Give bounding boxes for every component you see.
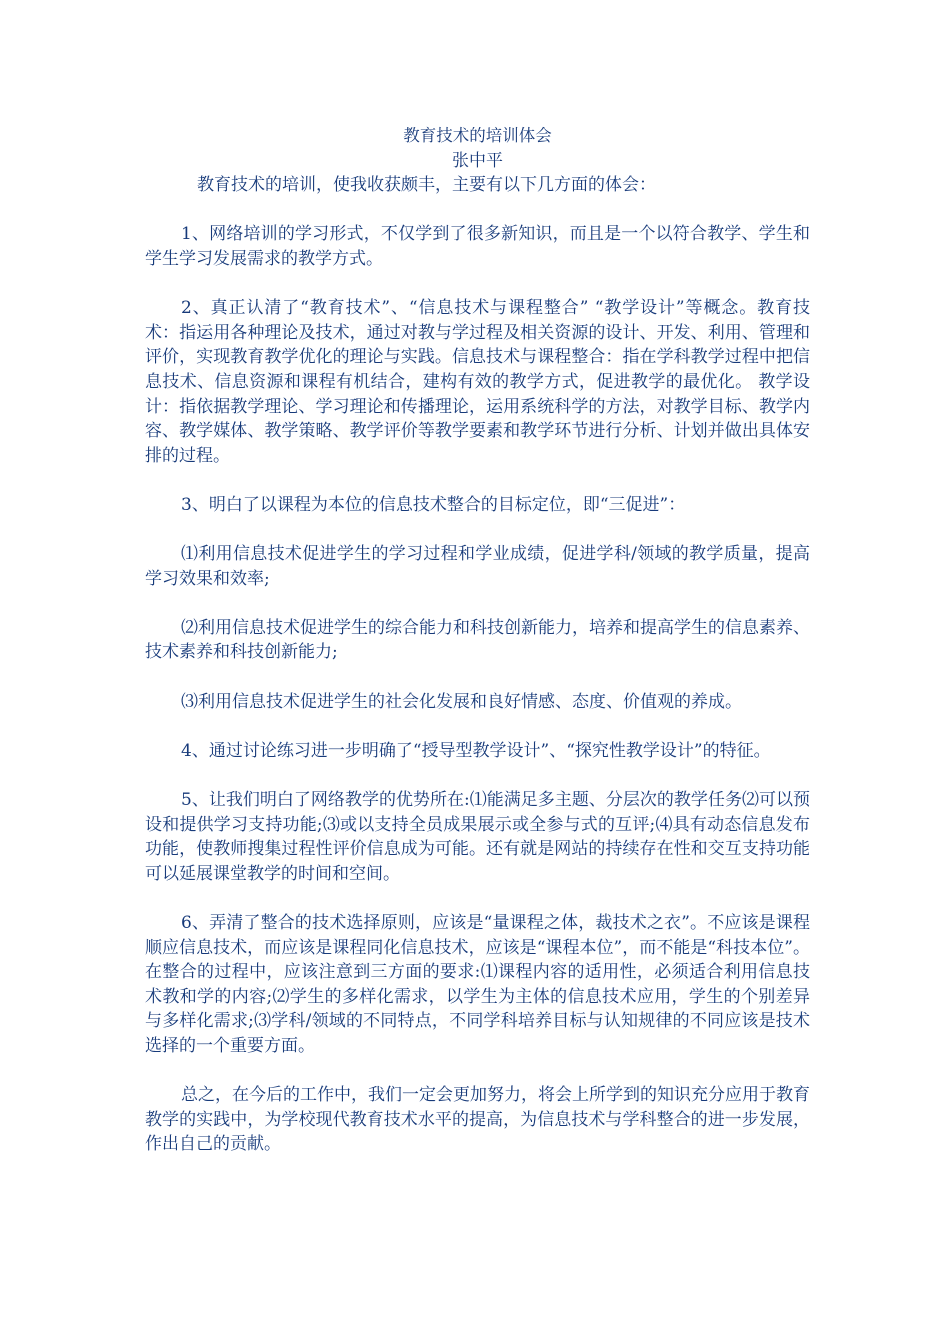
paragraph-3-item-3: ⑶利用信息技术促进学生的社会化发展和良好情感、态度、价值观的养成。 — [181, 691, 742, 712]
intro-paragraph: 教育技术的培训，使我收获颇丰，主要有以下几方面的体会： — [197, 175, 656, 196]
paragraph-5: 5、让我们明白了网络教学的优势所在:⑴能满足多主题、分层次的教学任务⑵可以预设和提供学习支持功能;⑶或以支持全员成果展示或全参与式的互评;⑷具有动态信息发布功能，使教师搜集过程性评价信息成为可能。还有就是网站的持续存在性和交互支持功能可以延展课堂教学的时间和空间。 — [145, 790, 810, 884]
paragraph-2: 2、真正认清了“教育技术”、“信息技术与课程整合” “教学设计”等概念。教育技术：指运用各种理论及技术，通过对教与学过程及相关资源的设计、开发、利用、管理和评价，实现教育教学优化的理论与实践。信息技术与课程整合：指在学科教学过程中把信息技术、信息资源和课程有机结合，建构有效的教学方式，促进教学的最优化。 教学设计：指依据教学理论、学习理论和传播理论，运用系统科学的方法，对教学目标、教学内容、教学媒体、教学策略、教学评价等教学要素和教学环节进行分析、计划并做出具体安排的过程。 — [145, 298, 810, 466]
document-body — [145, 124, 810, 1182]
conclusion-paragraph: 总之，在今后的工作中，我们一定会更加努力，将会上所学到的知识充分应用于教育教学的实践中，为学校现代教育技术水平的提高，为信息技术与学科整合的进一步发展，作出自己的贡献。 — [145, 1085, 810, 1155]
paragraph-6: 6、弄清了整合的技术选择原则，应该是“量课程之体，裁技术之衣”。不应该是课程顺应信息技术，而应该是课程同化信息技术，应该是“课程本位”，而不能是“科技本位”。在整合的过程中，应该注意到三方面的要求:⑴课程内容的适用性，必须适合利用信息技术教和学的内容;⑵学生的多样化需求，以学生为主体的信息技术应用，学生的个别差异与多样化需求;⑶学科/领域的不同特点，不同学科培养目标与认知规律的不同应该是技术选择的一个重要方面。 — [145, 913, 810, 1056]
document-author: 张中平 — [452, 150, 503, 171]
paragraph-3-item-1: ⑴利用信息技术促进学生的学习过程和学业成绩，促进学科/领域的教学质量，提高学习效果和效率; — [145, 544, 810, 589]
paragraph-3-item-2: ⑵利用信息技术促进学生的综合能力和科技创新能力，培养和提高学生的信息素养、技术素养和科技创新能力; — [145, 617, 810, 663]
paragraph-4: 4、通过讨论练习进一步明确了“授导型教学设计”、“探究性教学设计”的特征。 — [181, 740, 771, 761]
paragraph-1: 1、网络培训的学习形式，不仅学到了很多新知识，而且是一个以符合教学、学生和学生学习发展需求的教学方式。 — [145, 224, 810, 269]
document-title: 教育技术的培训体会 — [403, 126, 552, 145]
paragraph-3: 3、明白了以课程为本位的信息技术整合的目标定位，即“三促进”： — [181, 494, 686, 515]
